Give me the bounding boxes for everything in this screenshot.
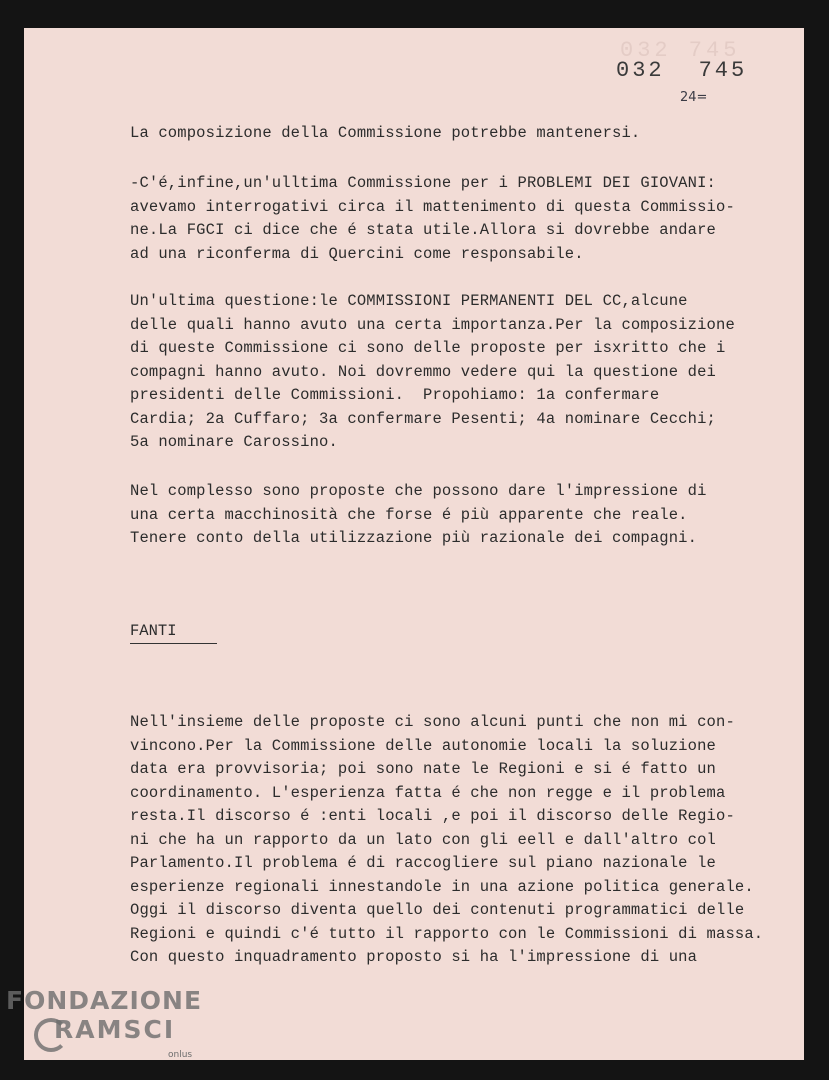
speaker-heading: FANTI	[130, 622, 217, 644]
document-number-part1: 032	[616, 58, 665, 83]
paragraph-3: Un'ultima questione:le COMMISSIONI PERMANENTI DEL CC,alcune delle quali hanno avuto una certa importanza.Per la composizione di queste Commissione ci sono delle proposte per isxritto che i compagni hanno avuto. Noi dovremmo vedere qui la questione dei presidenti delle Commissioni. Propohiamo: 1a confermare Cardia; 2a Cuffaro; 3a confermare Pesenti; 4a nominare Cecchi; 5a nominare Carossino.	[130, 292, 735, 451]
document-number	[616, 58, 781, 83]
watermark-line2: RAMSCI	[54, 1015, 176, 1044]
watermark-g-icon	[34, 1018, 68, 1052]
document-number-part2: 745	[698, 58, 748, 83]
bleed-through-number: 032 745	[620, 38, 741, 63]
paragraph-2: -C'é,infine,un'ulltima Commissione per i PROBLEMI DEI GIOVANI: avevamo interrogativi circa il mattenimento di questa Commissio- ne.La FGCI ci dice che é stata utile.Allora si dovrebbe andare ad una riconferma di Quercini come responsabile.	[130, 174, 735, 263]
page-number: 24=	[680, 90, 708, 105]
paragraph-5: Nell'insieme delle proposte ci sono alcuni punti che non mi con- vincono.Per la Commissione delle autonomie locali la soluzione data era provvisoria; poi sono nate le Regioni e si é fatto un coordinamento. L'esperienza fatta é che non regge e il problema resta.Il discorso é :enti locali ,e poi il discorso delle Regio- ni che ha un rapporto da un lato con gli eell e dall'altro col Parlamento.Il problema é di raccogliere sul piano nazionale le esperienze regionali innestandole in una azione politica generale. Oggi il discorso diventa quello dei contenuti programmatici delle Regioni e quindi c'é tutto il rapporto con le Commissioni di massa. Con questo inquadramento proposto si ha l'impressione di una	[130, 713, 764, 966]
watermark-line1: FONDAZIONE	[6, 986, 203, 1015]
watermark-suffix: onlus	[168, 1050, 193, 1060]
paragraph-1: La composizione della Commissione potrebbe mantenersi.	[130, 124, 641, 142]
paragraph-4: Nel complesso sono proposte che possono dare l'impressione di una certa macchinosità che forse é più apparente che reale. Tenere conto della utilizzazione più razionale dei compagni.	[130, 482, 707, 547]
